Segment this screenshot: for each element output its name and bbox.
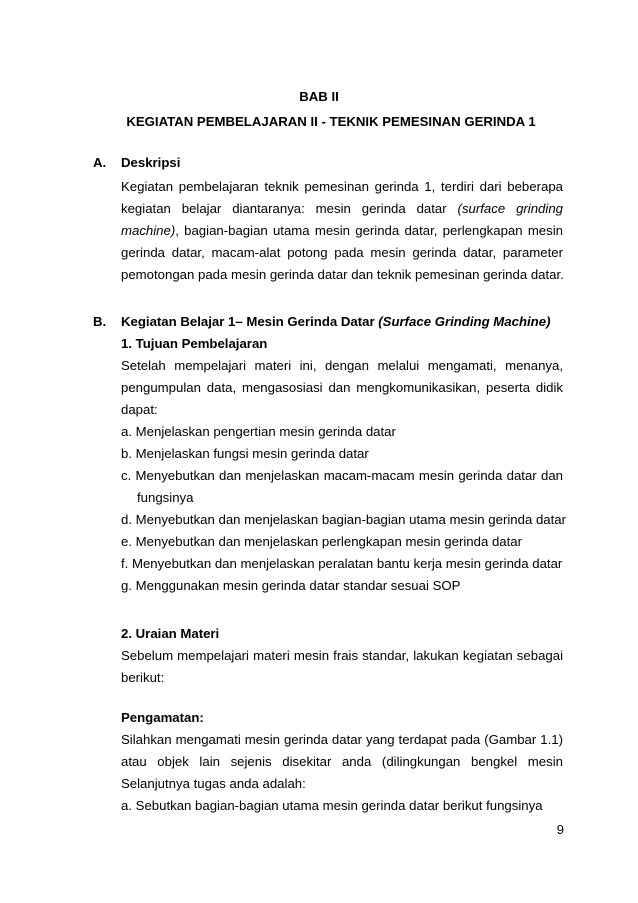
section-b-label: B. <box>93 314 107 329</box>
list-item: g. Menggunakan mesin gerinda datar standar sesuai SOP <box>121 578 461 593</box>
subsection-2-heading: 2. Uraian Materi <box>121 626 220 641</box>
list-item: a. Menjelaskan pengertian mesin gerinda datar <box>121 424 396 439</box>
paragraph-line: pemotongan pada mesin gerinda datar dan teknik pemesinan gerinda datar. <box>121 267 564 282</box>
paragraph-line: pengumpulan data, mengasosiasi dan mengkomunikasikan, peserta didik <box>121 380 563 395</box>
subsection-1 <box>121 333 567 597</box>
paragraph-line: Sebelum mempelajari materi mesin frais standar, lakukan kegiatan sebagai <box>121 648 563 663</box>
list-item-continuation: fungsinya <box>137 490 194 505</box>
section-b-title: Kegiatan Belajar 1– Mesin Gerinda Datar <box>121 314 379 329</box>
paragraph-line: Setelah mempelajari materi ini, dengan melalui mengamati, menanya, <box>121 358 563 373</box>
chapter-title: KEGIATAN PEMBELAJARAN II - TEKNIK PEMESINAN GERINDA 1 <box>126 114 536 129</box>
list-item: e. Menyebutkan dan menjelaskan perlengkapan mesin gerinda datar <box>121 534 523 549</box>
paragraph-line: berikut: <box>121 670 165 685</box>
paragraph-line: kegiatan belajar diantaranya: mesin gerinda datar (surface grinding <box>121 201 563 216</box>
paragraph-line: atau objek lain sejenis disekitar anda (dilingkungan bengkel mesin <box>121 754 563 769</box>
observation-heading: Pengamatan: <box>121 710 204 725</box>
list-item: c. Menyebutkan dan menjelaskan macam-macam mesin gerinda datar dan <box>121 468 563 483</box>
chapter-number: BAB II <box>299 89 339 104</box>
page-number: 9 <box>556 822 564 837</box>
list-item: f. Menyebutkan dan menjelaskan peralatan bantu kerja mesin gerinda datar <box>121 556 563 571</box>
section-a-body <box>121 176 563 286</box>
paragraph-line: gerinda datar, macam-alat potong pada mesin gerinda datar, parameter <box>121 245 563 260</box>
section-a-title: Deskripsi <box>121 155 181 170</box>
section-a-heading <box>93 152 180 174</box>
section-b-title-italic: (Surface Grinding Machine) <box>378 314 551 329</box>
subsection-1-heading: 1. Tujuan Pembelajaran <box>121 336 268 351</box>
section-b-heading <box>93 311 550 333</box>
list-item: d. Menyebutkan dan menjelaskan bagian-bagian utama mesin gerinda datar <box>121 512 567 527</box>
list-item: a. Sebutkan bagian-bagian utama mesin gerinda datar berikut fungsinya <box>121 798 543 813</box>
paragraph-line: dapat: <box>121 402 158 417</box>
section-a-label: A. <box>93 155 107 170</box>
paragraph-line: Silahkan mengamati mesin gerinda datar yang terdapat pada (Gambar 1.1) <box>121 732 563 747</box>
paragraph-line: machine), bagian-bagian utama mesin gerinda datar, perlengkapan mesin <box>121 223 563 238</box>
observation-block <box>121 707 563 817</box>
paragraph-line: Selanjutnya tugas anda adalah: <box>121 776 306 791</box>
paragraph-line: Kegiatan pembelajaran teknik pemesinan gerinda 1, terdiri dari beberapa <box>121 179 563 194</box>
list-item: b. Menjelaskan fungsi mesin gerinda datar <box>121 446 369 461</box>
subsection-2 <box>121 623 563 689</box>
